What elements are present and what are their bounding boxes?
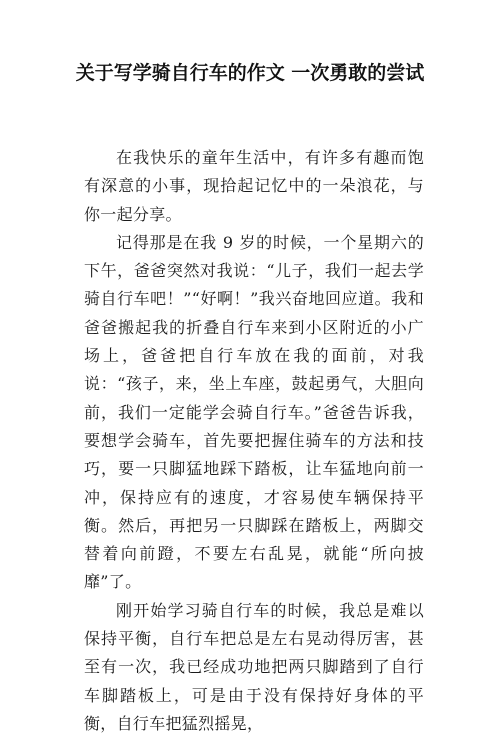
paragraph-2: 记得那是在我 9 岁的时候，一个星期六的下午，爸爸突然对我说：“儿子，我们一起去学骑自行车吧！”“好啊！”我兴奋地回应道。我和爸爸搬起我的折叠自行车来到小区附近的小广场上，爸爸把自行车放在我的面前，对我说：“孩子，来，坐上车座，鼓起勇气，大胆向前，我们一定能学会骑自行车。”爸爸告诉我，要想学会骑车，首先要把握住骑车的方法和技巧，要一只脚猛地踩下踏板，让车猛地向前一冲，保持应有的速度，才容易使车辆保持平衡。然后，再把另一只脚踩在踏板上，两脚交替着向前蹬，不要左右乱晃，就能“所向披靡”了。 bbox=[84, 232, 424, 592]
document-title: 关于写学骑自行车的作文 一次勇敢的尝试 bbox=[75, 62, 425, 84]
document-body bbox=[84, 144, 424, 738]
paragraph-3: 刚开始学习骑自行车的时候，我总是难以保持平衡，自行车把总是左右晃动得厉害，甚至有一次，我已经成功地把两只脚踏到了自行车脚踏板上，可是由于没有保持好身体的平衡，自行车把猛烈摇晃， bbox=[84, 600, 424, 733]
paragraph-1: 在我快乐的童年生活中，有许多有趣而饱有深意的小事，现拾起记忆中的一朵浪花，与你一起分享。 bbox=[84, 148, 424, 224]
